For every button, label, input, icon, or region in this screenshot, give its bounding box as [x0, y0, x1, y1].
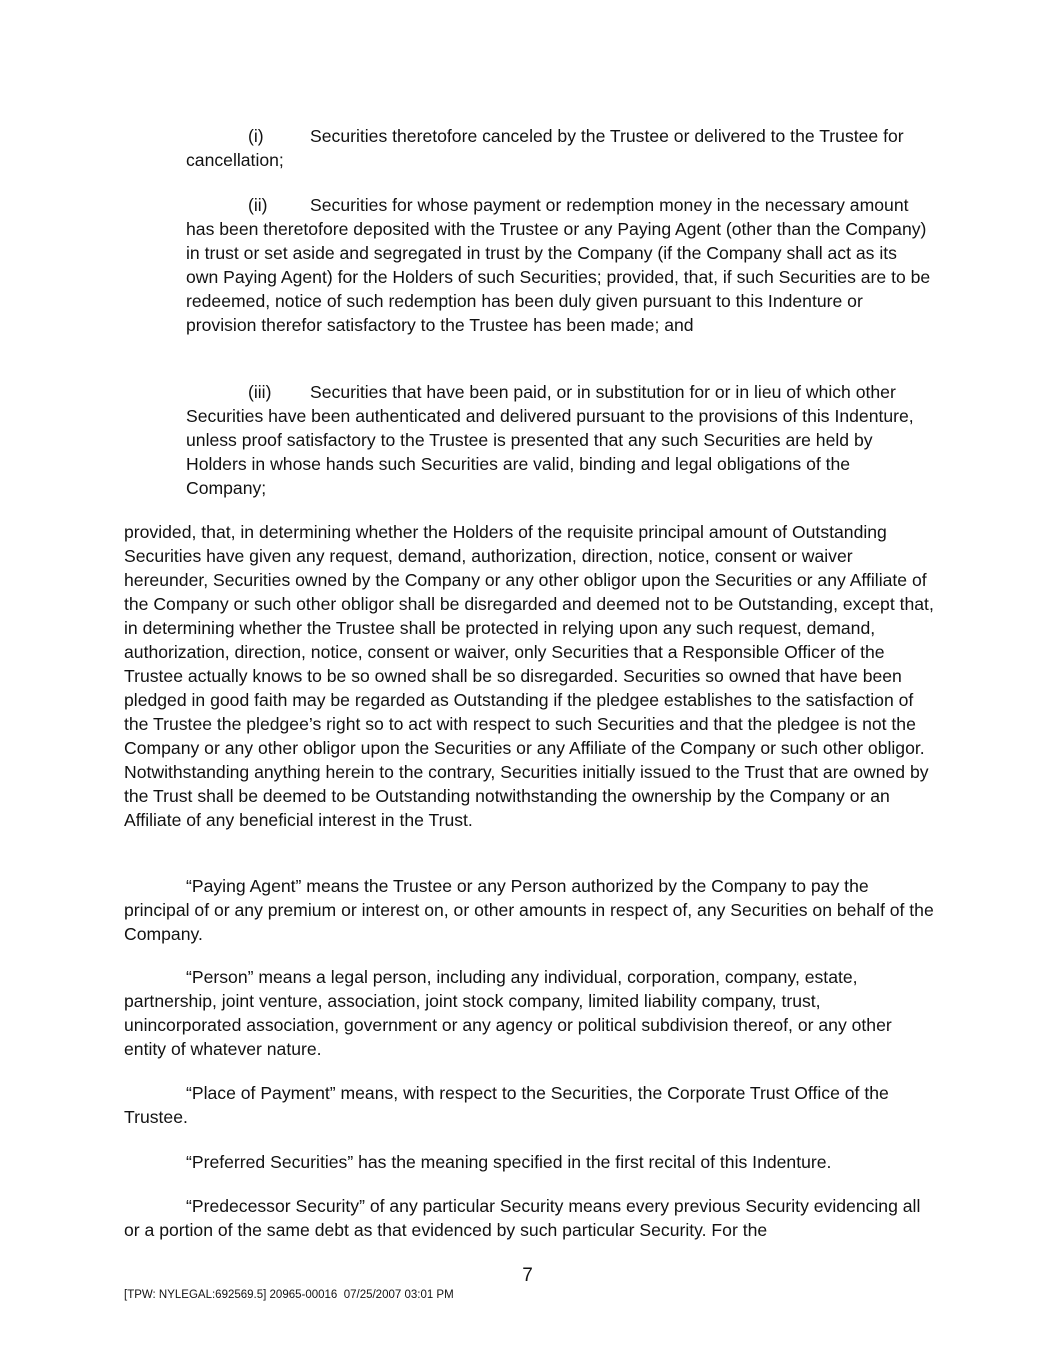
definition-text: “Preferred Securities” has the meaning specified in the first recital of this Indenture. — [186, 1152, 832, 1172]
list-item-iii — [186, 380, 932, 500]
item-text: Securities for whose payment or redemption money in the necessary amount has been theretofore deposited with the Trustee or any Paying Agent (other than the Company) in trust or set aside and segregated in trust by the Company (if the Company shall act as its own Paying Agent) for the Holders of such Securities; provided, that, if such Securities are to be redeemed, notice of such redemption has been duly given pursuant to this Indenture or provision therefor satisfactory to the Trustee has been made; and — [186, 195, 931, 335]
list-item-i — [186, 124, 932, 172]
definition-paying-agent — [124, 874, 934, 946]
proviso-paragraph: provided, that, in determining whether the Holders of the requisite principal amount of Outstanding Securities have given any request, demand, authorization, direction, notice, consent or waiver hereunder, Securities owned by the Company or any other obligor upon the Securities or any Affiliate of the Company or such other obligor shall be disregarded and deemed not to be Outstanding, except that, in determining whether the Trustee shall be protected in relying upon any such request, demand, authorization, direction, notice, consent or waiver, only Securities that a Responsible Officer of the Trustee actually knows to be so owned shall be so disregarded. Securities so owned that have been pledged in good faith may be regarded as Outstanding if the pledgee establishes to the satisfaction of the Trustee the pledgee’s right so to act with respect to such Securities and that the pledgee is not the Company or any other obligor upon the Securities or any Affiliate of the Company or such other obligor. Notwithstanding anything herein to the contrary, Securities initially issued to the Trust that are owned by the Trust shall be deemed to be Outstanding notwithstanding the ownership by the Company or an Affiliate of any beneficial interest in the Trust. — [124, 522, 934, 830]
definition-predecessor-security — [124, 1194, 934, 1242]
definition-preferred-securities — [124, 1150, 934, 1174]
definition-text: “Place of Payment” means, with respect to the Securities, the Corporate Trust Office of the Trustee. — [124, 1083, 889, 1127]
item-number: (i) — [248, 126, 264, 146]
list-item-ii — [186, 193, 932, 337]
definition-text: “Paying Agent” means the Trustee or any Person authorized by the Company to pay the principal of or any premium or interest on, or other amounts in respect of, any Securities on behalf of the Company. — [124, 876, 934, 944]
definition-person — [124, 965, 934, 1061]
definition-place-of-payment — [124, 1081, 934, 1129]
item-text: Securities that have been paid, or in substitution for or in lieu of which other Securities have been authenticated and delivered pursuant to the provisions of this Indenture, unless proof satisfactory to the Trustee is presented that any such Securities are held by Holders in whose hands such Securities are valid, binding and legal obligations of the Company; — [186, 382, 914, 498]
page-number: 7 — [522, 1265, 533, 1286]
definition-text: “Predecessor Security” of any particular Security means every previous Security evidencing all or a portion of the same debt as that evidenced by such particular Security. For the — [124, 1196, 921, 1240]
footer-document-id: [TPW: NYLEGAL:692569.5] 20965-00016 07/25/2007 03:01 PM — [124, 1289, 454, 1301]
item-number: (ii) — [248, 195, 268, 215]
item-text: Securities theretofore canceled by the Trustee or delivered to the Trustee for cancellation; — [186, 126, 904, 170]
definition-text: “Person” means a legal person, including any individual, corporation, company, estate, partnership, joint venture, association, joint stock company, limited liability company, trust, unincorporated association, government or any agency or political subdivision thereof, or any other entity of whatever nature. — [124, 967, 892, 1059]
item-number: (iii) — [248, 382, 272, 402]
